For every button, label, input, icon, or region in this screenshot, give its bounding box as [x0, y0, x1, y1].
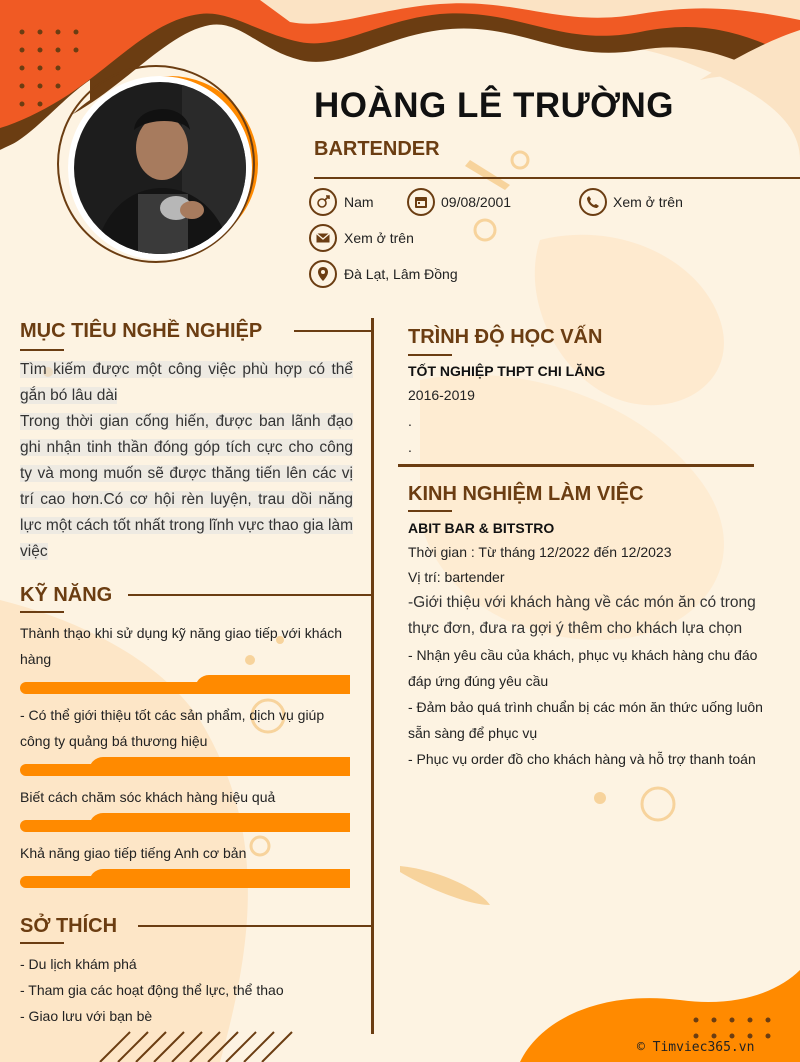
experience-time: Thời gian : Từ tháng 12/2022 đến 12/2023 [408, 544, 672, 560]
hobby-item: - Tham gia các hoạt động thể lực, thể thao [20, 982, 284, 998]
objective-text [20, 357, 353, 565]
education-divider [398, 464, 754, 467]
duty-item: - Đảm bảo quá trình chuẩn bị các món ăn thức uống luôn sẵn sàng để phục vụ [408, 699, 763, 741]
avatar [52, 60, 262, 270]
skill-bar-fill [195, 675, 350, 689]
calendar-icon [407, 188, 435, 216]
hobby-item: - Du lịch khám phá [20, 956, 137, 972]
address-value: Đà Lạt, Lâm Đồng [344, 266, 458, 282]
gender-icon [309, 188, 337, 216]
education-title-underline [408, 354, 452, 356]
watermark: © Timviec365.vn [637, 1040, 755, 1055]
skills-title-rule [128, 594, 371, 596]
skill-bar-fill [89, 757, 350, 771]
avatar-photo [52, 60, 262, 270]
objective-line: Tìm kiếm được một công việc phù hợp có thể gắn bó lâu dài [20, 361, 353, 404]
education-period: 2016-2019 [408, 387, 475, 403]
candidate-name: HOÀNG LÊ TRƯỜNG [314, 86, 674, 125]
objective-line: Trong thời gian cống hiến, được ban lãnh đạo ghi nhận tinh thần đóng góp tích cực cho công ty và mong muốn sẽ được thăng tiến lên các vị trí cao hơn.Có cơ hội rèn luyện, trau dồi năng lực một cách tốt nhất trong lĩnh vực thao gia làm việc [20, 413, 353, 560]
email-value: Xem ở trên [344, 230, 414, 246]
skill-item-name: Biết cách chăm sóc khách hàng hiệu quả [20, 789, 276, 805]
education-school: TỐT NGHIỆP THPT CHI LĂNG [408, 363, 606, 379]
experience-title: KINH NGHIỆM LÀM VIỆC [408, 483, 644, 505]
duty-item: - Nhận yêu cầu của khách, phục vụ khách hàng chu đáo đáp ứng đúng yêu cầu [408, 647, 758, 689]
duty-item: - Phục vụ order đồ cho khách hàng và hỗ trợ thanh toán [408, 751, 756, 767]
skill-bar-fill [89, 813, 350, 827]
column-divider [371, 318, 374, 1034]
education-extra: . [408, 413, 412, 429]
location-icon [309, 260, 337, 288]
hobbies-title-rule [138, 925, 371, 927]
objective-title-underline [20, 349, 64, 351]
skill-bar-fill [89, 869, 350, 883]
education-extra: . [408, 439, 412, 455]
objective-title: MỤC TIÊU NGHỀ NGHIỆP [20, 320, 263, 342]
experience-role: Vị trí: bartender [408, 569, 505, 585]
hobbies-title-underline [20, 942, 64, 944]
duty-item: -Giới thiệu với khách hàng về các món ăn có trong thực đơn, đưa ra gợi ý thêm cho khách lựa chọn [408, 594, 756, 637]
header-divider [314, 177, 800, 179]
experience-title-underline [408, 510, 452, 512]
phone-value: Xem ở trên [613, 194, 683, 210]
experience-duties [408, 590, 764, 772]
email-icon [309, 224, 337, 252]
experience-company: ABIT BAR & BITSTRO [408, 520, 555, 536]
skill-item-name: - Có thể giới thiệu tốt các sản phẩm, dịch vụ giúp công ty quảng bá thương hiệu [20, 707, 325, 749]
hobbies-title: SỞ THÍCH [20, 915, 118, 937]
education-title: TRÌNH ĐỘ HỌC VẤN [408, 326, 603, 348]
skills-title-underline [20, 611, 64, 613]
gender-value: Nam [344, 194, 374, 210]
job-title: BARTENDER [314, 138, 440, 160]
skills-title: KỸ NĂNG [20, 584, 113, 606]
hobby-item: - Giao lưu với bạn bè [20, 1008, 153, 1024]
birthday-value: 09/08/2001 [441, 194, 512, 210]
skill-item-name: Khả năng giao tiếp tiếng Anh cơ bản [20, 845, 247, 861]
objective-title-rule [294, 330, 371, 332]
skill-item-name: Thành thạo khi sử dụng kỹ năng giao tiếp với khách hàng [20, 625, 343, 667]
phone-icon [579, 188, 607, 216]
